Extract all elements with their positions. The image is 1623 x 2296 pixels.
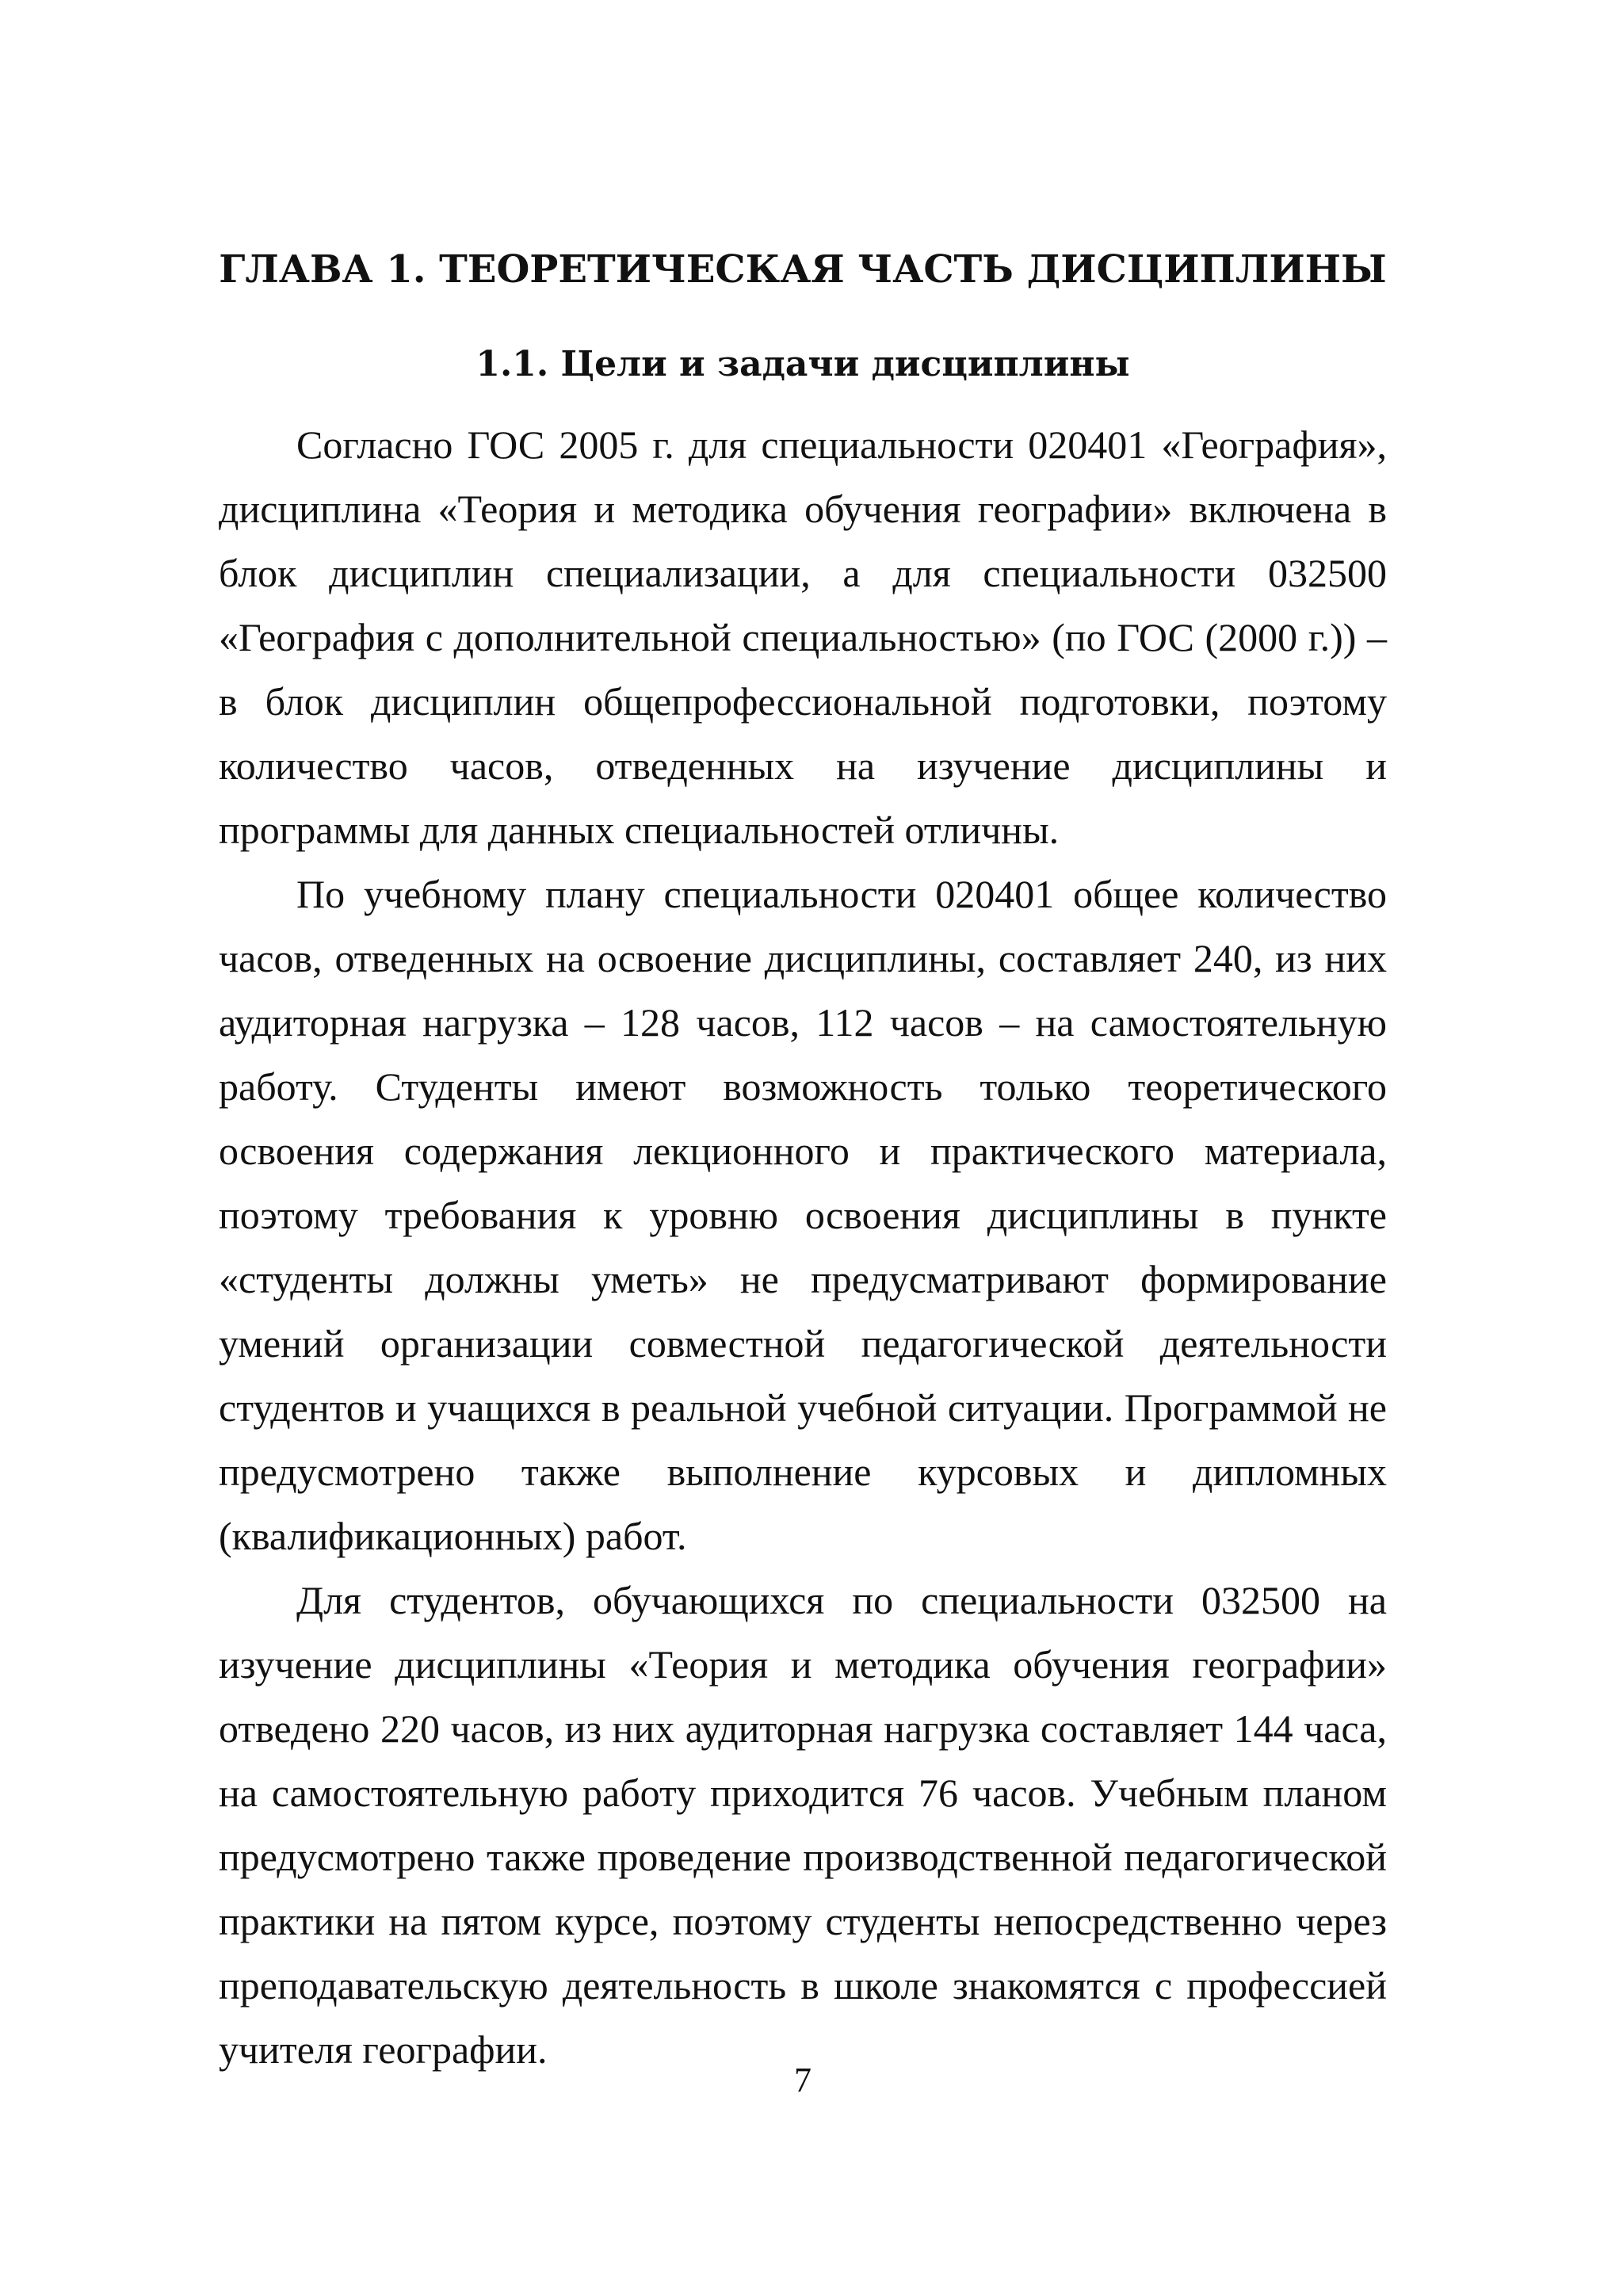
chapter-title: ГЛАВА 1. ТЕОРЕТИЧЕСКАЯ ЧАСТЬ ДИСЦИПЛИНЫ bbox=[219, 247, 1387, 292]
paragraph-1: Согласно ГОС 2005 г. для специальности 020401 «География», дисциплина «Теория и методика обучения географии» включена в блок дисциплин специализации, а для специальности 032500 «География с дополнительной специальностью» (по ГОС (2000 г.)) – в блок дисциплин общепрофессиональной подготовки, поэтому количество часов, отведенных на изучение дисциплины и программы для данных специальностей отличны. bbox=[219, 422, 1387, 852]
section-title: 1.1. Цели и задачи дисциплины bbox=[475, 344, 1130, 384]
page-number: 7 bbox=[794, 2061, 812, 2099]
paragraph-3: Для студентов, обучающихся по специальности 032500 на изучение дисциплины «Теория и методика обучения географии» отведено 220 часов, из них аудиторная нагрузка составляет 144 часа, на самостоятельную работу приходится 76 часов. Учебным планом предусмотрено также проведение производственной педагогической практики на пятом курсе, поэтому студенты непосредственно через преподавательскую деятельность в школе знакомятся с профессией учителя географии. bbox=[219, 1578, 1387, 2072]
paragraph-2: По учебному плану специальности 020401 общее количество часов, отведенных на освоение дисциплины, составляет 240, из них аудиторная нагрузка – 128 часов, 112 часов – на самостоятельную работу. Студенты имеют возможность только теоретического освоения содержания лекционного и практического материала, поэтому требования к уровню освоения дисциплины в пункте «студенты должны уметь» не предусматривают формирование умений организации совместной педагогической деятельности студентов и учащихся в реальной учебной ситуации. Программой не предусмотрено также выполнение курсовых и дипломных (квалификационных) работ. bbox=[219, 872, 1387, 1558]
body-text bbox=[219, 413, 1387, 2082]
